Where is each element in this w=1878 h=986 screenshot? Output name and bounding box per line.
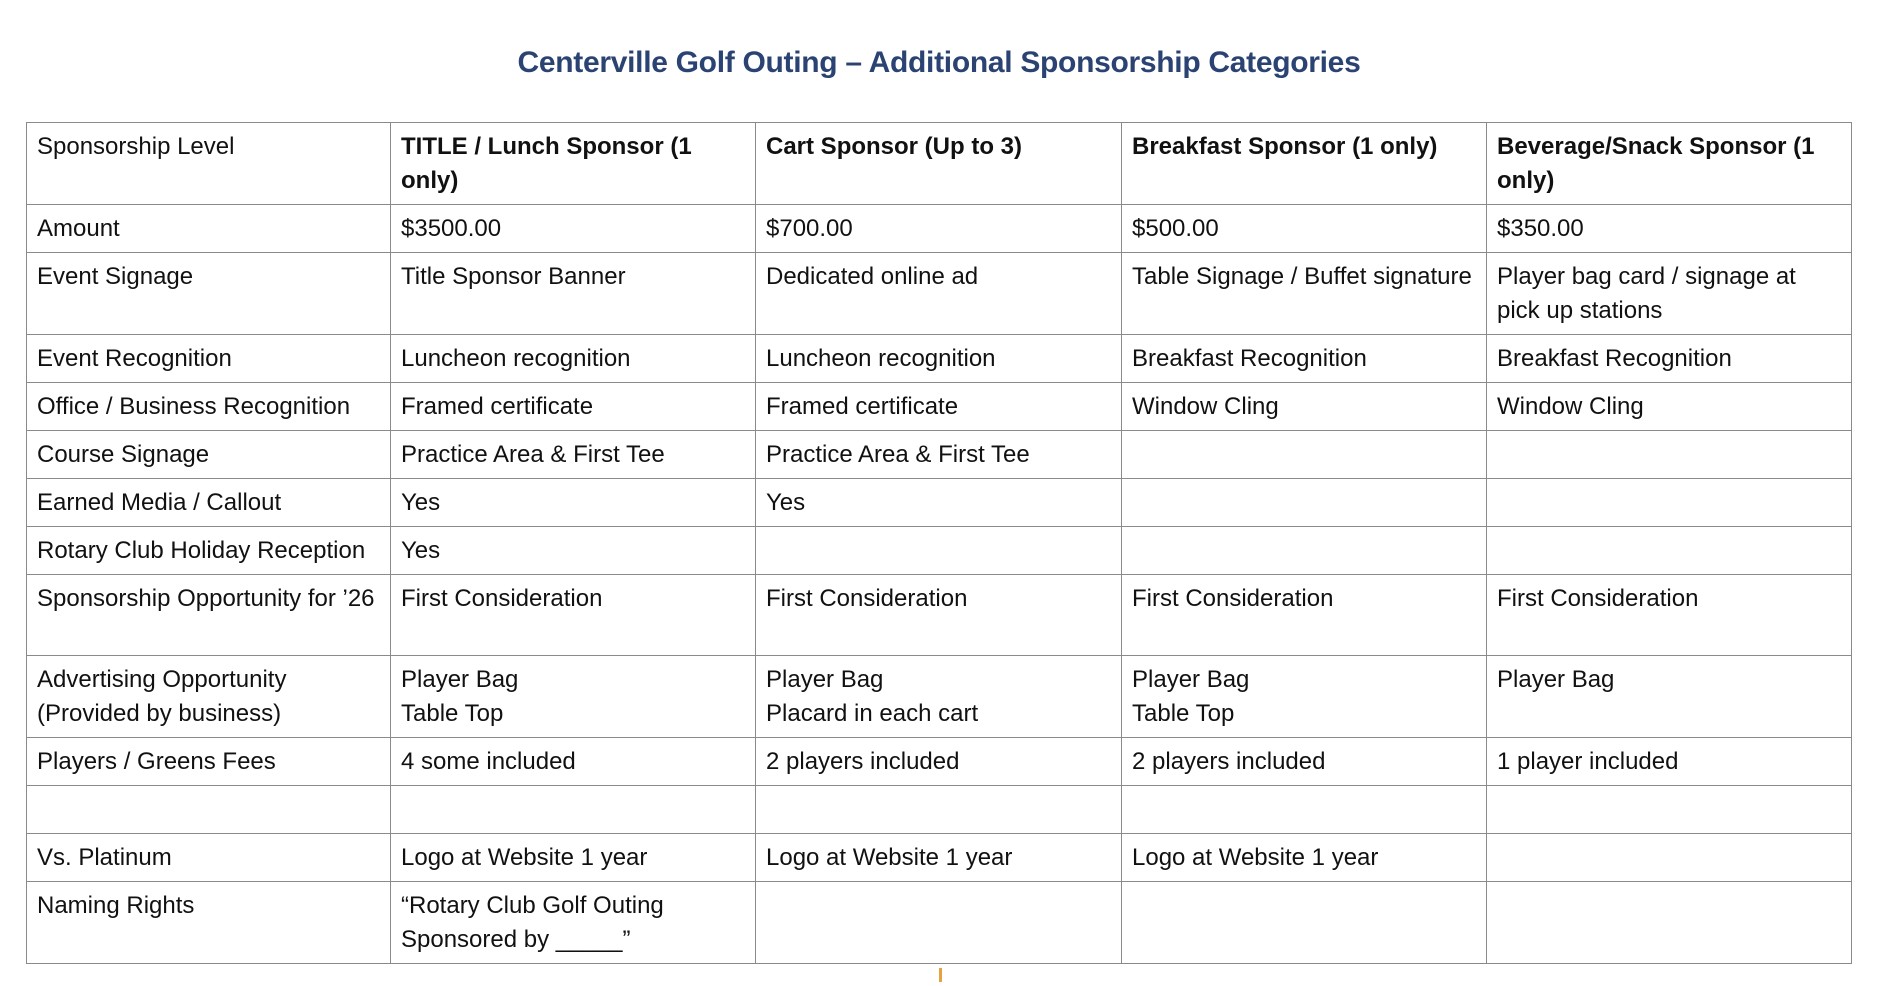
table-cell: Luncheon recognition: [756, 335, 1122, 383]
table-cell: Player bag card / signage at pick up stations: [1487, 253, 1852, 335]
table-cell: Yes: [391, 479, 756, 527]
table-cell: Yes: [391, 527, 756, 575]
table-cell: Practice Area & First Tee: [756, 431, 1122, 479]
table-cell: Logo at Website 1 year: [1122, 834, 1487, 882]
header-column-cart: Cart Sponsor (Up to 3): [756, 123, 1122, 205]
header-column-title-lunch: TITLE / Lunch Sponsor (1 only): [391, 123, 756, 205]
table-cell: $350.00: [1487, 205, 1852, 253]
row-label: Vs. Platinum: [27, 834, 391, 882]
table-cell: Window Cling: [1487, 383, 1852, 431]
row-label: Amount: [27, 205, 391, 253]
table-cell: $500.00: [1122, 205, 1487, 253]
table-cell: First Consideration: [1122, 575, 1487, 656]
table-cell: [1487, 786, 1852, 834]
table-cell: Table Signage / Buffet signature: [1122, 253, 1487, 335]
table-row-advertising-opportunity: [27, 656, 1852, 738]
table-cell: Player Bag Table Top: [391, 656, 756, 738]
header-column-beverage-snack: Beverage/Snack Sponsor (1 only): [1487, 123, 1852, 205]
table-cell: Title Sponsor Banner: [391, 253, 756, 335]
table-row-course-signage: [27, 431, 1852, 479]
table-cell: 2 players included: [1122, 738, 1487, 786]
sponsorship-table: [26, 122, 1852, 964]
table-cell: [1122, 479, 1487, 527]
table-cell: Dedicated online ad: [756, 253, 1122, 335]
table-cell: [1487, 882, 1852, 964]
table-cell: [756, 527, 1122, 575]
table-cell: Window Cling: [1122, 383, 1487, 431]
table-cell: Player Bag Table Top: [1122, 656, 1487, 738]
row-label: Rotary Club Holiday Reception: [27, 527, 391, 575]
document-title: Centerville Golf Outing – Additional Sponsorship Categories: [517, 46, 1361, 79]
table-row-office-business-recognition: [27, 383, 1852, 431]
table-cell: 2 players included: [756, 738, 1122, 786]
table-cell: [1122, 882, 1487, 964]
table-cell: 4 some included: [391, 738, 756, 786]
table-cell: Framed certificate: [756, 383, 1122, 431]
table-cell: [1487, 479, 1852, 527]
table-cell: Logo at Website 1 year: [391, 834, 756, 882]
table-cell: [1122, 527, 1487, 575]
table-cell: [1487, 834, 1852, 882]
table-cell: Player Bag: [1487, 656, 1852, 738]
table-cell: Yes: [756, 479, 1122, 527]
row-label: Event Signage: [27, 253, 391, 335]
table-cell: Breakfast Recognition: [1122, 335, 1487, 383]
table-row-naming-rights: [27, 882, 1852, 964]
row-label: Players / Greens Fees: [27, 738, 391, 786]
table-cell: First Consideration: [1487, 575, 1852, 656]
row-label: [27, 786, 391, 834]
table-row-event-recognition: [27, 335, 1852, 383]
row-label: Course Signage: [27, 431, 391, 479]
text-cursor-marker: [939, 968, 942, 982]
table-row-empty: [27, 786, 1852, 834]
table-cell: Breakfast Recognition: [1487, 335, 1852, 383]
table-cell: “Rotary Club Golf Outing Sponsored by _____”: [391, 882, 756, 964]
row-label: Sponsorship Opportunity for ’26: [27, 575, 391, 656]
table-row-event-signage: [27, 253, 1852, 335]
table-cell: Logo at Website 1 year: [756, 834, 1122, 882]
table-row-vs-platinum: [27, 834, 1852, 882]
header-label-cell: Sponsorship Level: [27, 123, 391, 205]
row-label: Advertising Opportunity (Provided by business): [27, 656, 391, 738]
table-cell: $700.00: [756, 205, 1122, 253]
table-cell: [1487, 527, 1852, 575]
row-label: Earned Media / Callout: [27, 479, 391, 527]
row-label: Naming Rights: [27, 882, 391, 964]
row-label: Office / Business Recognition: [27, 383, 391, 431]
header-column-breakfast: Breakfast Sponsor (1 only): [1122, 123, 1487, 205]
table-cell: [1487, 431, 1852, 479]
table-cell: [1122, 786, 1487, 834]
table-row-earned-media: [27, 479, 1852, 527]
table-cell: Practice Area & First Tee: [391, 431, 756, 479]
table-cell: Framed certificate: [391, 383, 756, 431]
table-row-amount: [27, 205, 1852, 253]
table-cell: 1 player included: [1487, 738, 1852, 786]
table-cell: [391, 786, 756, 834]
table-row-sponsorship-opportunity: [27, 575, 1852, 656]
table-cell: $3500.00: [391, 205, 756, 253]
table-cell: [1122, 431, 1487, 479]
table-row-holiday-reception: [27, 527, 1852, 575]
table-cell: [756, 882, 1122, 964]
table-cell: Player Bag Placard in each cart: [756, 656, 1122, 738]
table-cell: Luncheon recognition: [391, 335, 756, 383]
row-label: Event Recognition: [27, 335, 391, 383]
table-row-players-greens-fees: [27, 738, 1852, 786]
table-cell: [756, 786, 1122, 834]
table-cell: First Consideration: [756, 575, 1122, 656]
table-cell: First Consideration: [391, 575, 756, 656]
table-header-row: [27, 123, 1852, 205]
